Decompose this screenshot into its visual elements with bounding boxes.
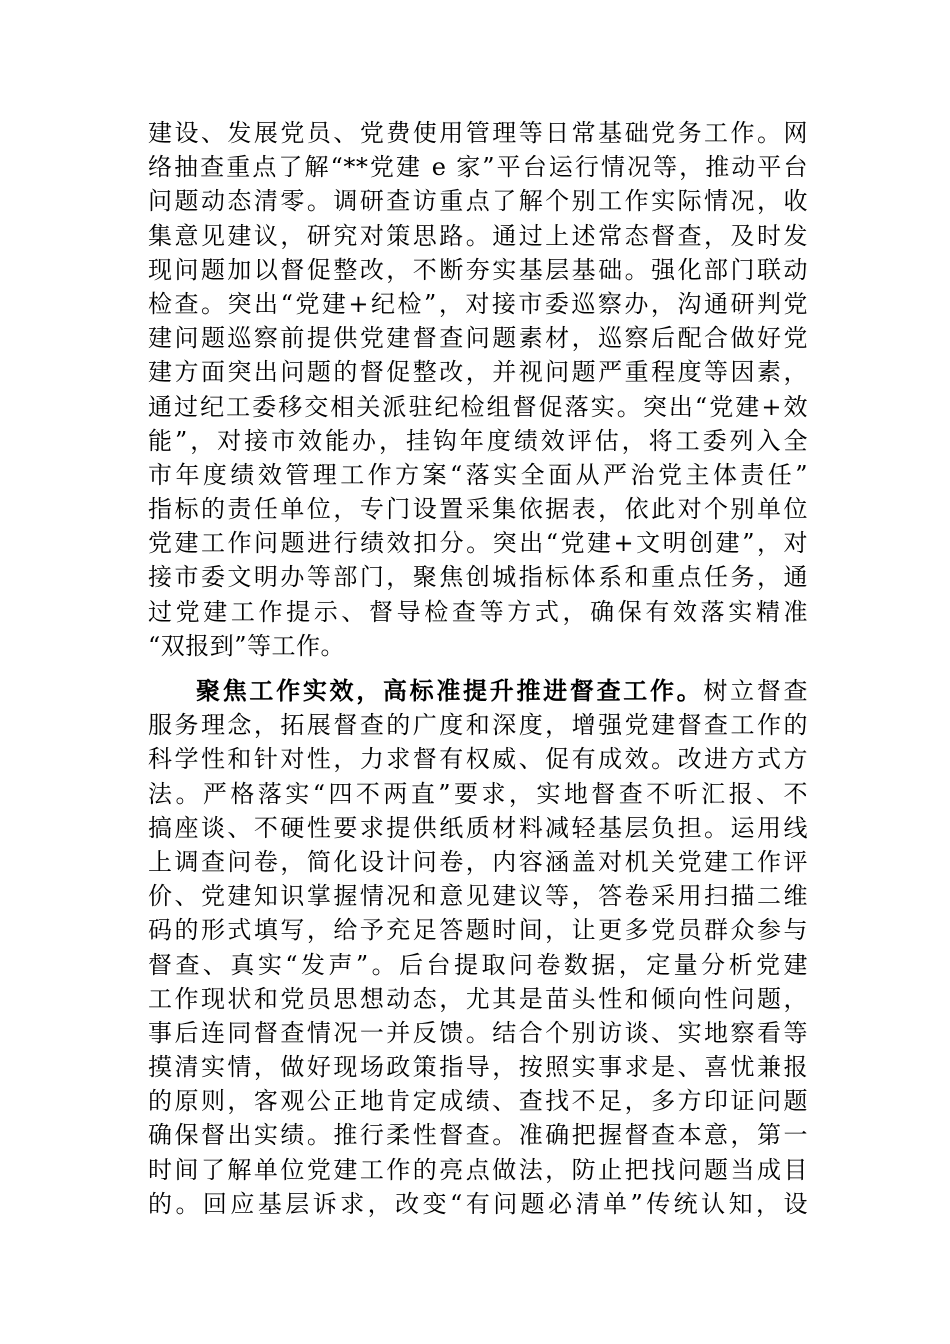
text-line: 科学性和针对性，力求督有权威、促有成效。改进方式方 — [148, 745, 808, 774]
text-line: 上调查问卷，简化设计问卷，内容涵盖对机关党建工作评 — [148, 847, 808, 876]
text-line: 时间了解单位党建工作的亮点做法，防止把找问题当成目 — [148, 1155, 808, 1184]
text-line: 能”，对接市效能办，挂钩年度绩效评估，将工委列入全 — [148, 426, 808, 455]
text-line: 过党建工作提示、督导检查等方式，确保有效落实精准 — [148, 597, 808, 626]
section-heading: 聚焦工作实效，高标准提升推进督查工作。 — [196, 677, 704, 705]
text-line: 问题动态清零。调研查访重点了解个别工作实际情况，收 — [148, 187, 808, 216]
text-line: 工作现状和党员思想动态，尤其是苗头性和倾向性问题， — [148, 984, 808, 1013]
text-line: 指标的责任单位，专门设置采集依据表，依此对个别单位 — [148, 495, 808, 524]
text-line: 督查、真实“发声”。后台提取问卷数据，定量分析党建 — [148, 950, 808, 979]
text-line: 的原则，客观公正地肯定成绩、查找不足，多方印证问题 — [148, 1087, 808, 1116]
text-line: 确保督出实绩。推行柔性督查。准确把握督查本意，第一 — [148, 1121, 808, 1150]
text-line: 搞座谈、不硬性要求提供纸质材料减轻基层负担。运用线 — [148, 813, 808, 842]
paragraph-1 — [148, 116, 808, 663]
text-line: “双报到”等工作。 — [148, 631, 346, 660]
text-line: 建设、发展党员、党费使用管理等日常基础党务工作。网 — [148, 119, 808, 147]
text-line: 的。回应基层诉求，改变“有问题必清单”传统认知，设 — [148, 1189, 808, 1218]
text-line: 法。严格落实“四不两直”要求，实地督查不听汇报、不 — [148, 779, 808, 808]
text-line: 党建工作问题进行绩效扣分。突出“党建+文明创建”，对 — [148, 529, 808, 558]
text-line: 检查。突出“党建+纪检”，对接市委巡察办，沟通研判党 — [148, 289, 808, 318]
paragraph-2-first-line — [148, 674, 808, 708]
text-line: 建方面突出问题的督促整改，并视问题严重程度等因素， — [148, 358, 808, 387]
text-line: 服务理念，拓展督查的广度和深度，增强党建督查工作的 — [148, 711, 808, 740]
text-line: 市年度绩效管理工作方案“落实全面从严治党主体责任” — [148, 460, 808, 489]
text-line: 价、党建知识掌握情况和意见建议等，答卷采用扫描二维 — [148, 882, 808, 911]
text-fragment: 树立督查 — [703, 677, 809, 705]
paragraph-2 — [148, 674, 808, 1221]
text-line: 接市委文明办等部门，聚焦创城指标体系和重点任务，通 — [148, 563, 808, 592]
text-line: 建问题巡察前提供党建督查问题素材，巡察后配合做好党 — [148, 324, 808, 353]
text-line: 络抽查重点了解“**党建 e 家”平台运行情况等，推动平台 — [148, 153, 808, 182]
text-line: 现问题加以督促整改，不断夯实基层基础。强化部门联动 — [148, 255, 808, 284]
text-line: 集意见建议，研究对策思路。通过上述常态督查，及时发 — [148, 221, 808, 250]
text-line: 通过纪工委移交相关派驻纪检组督促落实。突出“党建+效 — [148, 392, 808, 421]
text-line: 事后连同督查情况一并反馈。结合个别访谈、实地察看等 — [148, 1018, 808, 1047]
text-line: 摸清实情，做好现场政策指导，按照实事求是、喜忧兼报 — [148, 1053, 808, 1082]
text-line: 码的形式填写，给予充足答题时间，让更多党员群众参与 — [148, 916, 808, 945]
